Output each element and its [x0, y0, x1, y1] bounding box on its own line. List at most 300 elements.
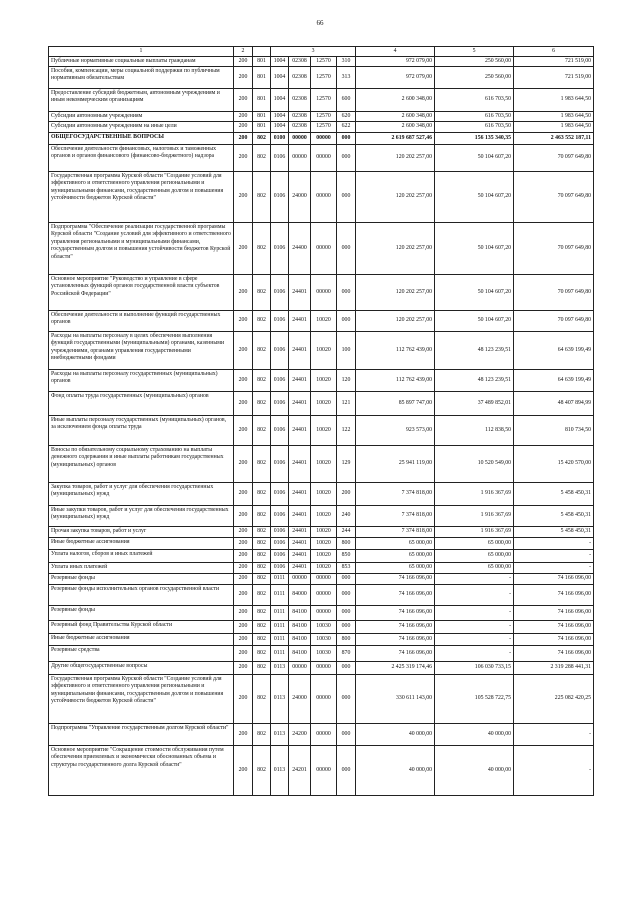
code-cell-3: 0106 — [271, 223, 289, 275]
code-cell-2: 802 — [253, 506, 271, 527]
code-cell-4: 00000 — [289, 662, 311, 675]
row-name-cell: Основное мероприятие "Сокращение стоимости обслуживания путем обеспечения приемлемых и экономически обоснованных объема и структуры государственного долга Курской области" — [49, 746, 234, 796]
code-cell-6: 620 — [337, 112, 356, 122]
code-cell-1: 200 — [234, 646, 253, 662]
code-cell-2: 802 — [253, 563, 271, 574]
code-cell-3: 0106 — [271, 563, 289, 574]
amount-executed-cell: 250 560,00 — [435, 57, 514, 67]
code-cell-1: 200 — [234, 563, 253, 574]
code-cell-3: 0106 — [271, 145, 289, 172]
code-cell-1: 200 — [234, 724, 253, 746]
code-cell-3: 1004 — [271, 57, 289, 67]
code-cell-3: 0111 — [271, 646, 289, 662]
code-cell-1: 200 — [234, 67, 253, 89]
code-cell-6: 313 — [337, 67, 356, 89]
row-name-cell: Подпрограмма "Обеспечение реализации государственной программы Курской области "Создание условий для эффективного и ответственного управления региональными и муниципальными финансами, государственным долгом и повышения устойчивости бюджетов Курской области" — [49, 223, 234, 275]
row-name-cell: Резервные фонды — [49, 574, 234, 585]
code-cell-4: 24401 — [289, 370, 311, 392]
code-cell-6: 000 — [337, 606, 356, 621]
amount-plan-cell: 65 000,00 — [356, 563, 435, 574]
row-name-cell: Закупка товаров, работ и услуг для обеспечения государственных (муниципальных) нужд — [49, 483, 234, 506]
amount-executed-cell: 48 123 239,51 — [435, 332, 514, 370]
code-cell-6: 850 — [337, 550, 356, 563]
table-row — [49, 370, 594, 392]
amount-executed-cell: 50 104 607,20 — [435, 311, 514, 332]
amount-executed-cell: 106 030 733,15 — [435, 662, 514, 675]
code-cell-2: 802 — [253, 145, 271, 172]
amount-plan-cell: 112 762 439,00 — [356, 370, 435, 392]
code-cell-3: 0106 — [271, 446, 289, 483]
row-name-cell: Иные закупки товаров, работ и услуг для обеспечения государственных (муниципальных) нужд — [49, 506, 234, 527]
row-name-cell: Публичные нормативные социальные выплаты гражданам — [49, 57, 234, 67]
amount-plan-cell: 330 611 143,00 — [356, 675, 435, 724]
code-cell-1: 200 — [234, 746, 253, 796]
amount-remaining-cell: 225 082 420,25 — [514, 675, 594, 724]
code-cell-5: 10020 — [311, 332, 337, 370]
header-cell-2: 2 — [234, 47, 253, 57]
code-cell-3: 0106 — [271, 370, 289, 392]
code-cell-3: 0100 — [271, 133, 289, 145]
row-name-cell: Резервные фонды исполнительных органов государственной власти — [49, 585, 234, 606]
code-cell-6: 800 — [337, 634, 356, 646]
code-cell-2: 802 — [253, 483, 271, 506]
amount-plan-cell: 40 000,00 — [356, 724, 435, 746]
code-cell-6: 000 — [337, 275, 356, 311]
code-cell-3: 0106 — [271, 311, 289, 332]
code-cell-4: 02308 — [289, 57, 311, 67]
code-cell-1: 200 — [234, 634, 253, 646]
amount-plan-cell: 74 166 096,00 — [356, 634, 435, 646]
code-cell-4: 24401 — [289, 506, 311, 527]
amount-remaining-cell: 74 166 096,00 — [514, 606, 594, 621]
code-cell-4: 24401 — [289, 563, 311, 574]
code-cell-2: 802 — [253, 606, 271, 621]
code-cell-1: 200 — [234, 332, 253, 370]
row-name-cell: Расходы на выплаты персоналу в целях обеспечения выполнения функций государственными (муниципальными) органами, казенными учреждениями, органами управления государственными внебюджетными фондами — [49, 332, 234, 370]
amount-executed-cell: 10 520 549,00 — [435, 446, 514, 483]
amount-remaining-cell: 64 639 199,49 — [514, 370, 594, 392]
row-name-cell: Предоставление субсидий бюджетным, автономным учреждениям и иным некоммерческим организациям — [49, 89, 234, 112]
code-cell-5: 10020 — [311, 416, 337, 446]
code-cell-5: 10020 — [311, 446, 337, 483]
code-cell-2: 801 — [253, 89, 271, 112]
code-cell-3: 0111 — [271, 634, 289, 646]
code-cell-2: 802 — [253, 416, 271, 446]
table-row — [49, 585, 594, 606]
code-cell-2: 802 — [253, 223, 271, 275]
amount-plan-cell: 2 600 348,00 — [356, 89, 435, 112]
code-cell-5: 12570 — [311, 57, 337, 67]
code-cell-6: 121 — [337, 392, 356, 416]
amount-plan-cell: 120 202 257,00 — [356, 172, 435, 223]
code-cell-4: 24401 — [289, 392, 311, 416]
code-cell-2: 802 — [253, 634, 271, 646]
code-cell-5: 00000 — [311, 724, 337, 746]
amount-plan-cell: 2 619 687 527,46 — [356, 133, 435, 145]
code-cell-5: 12570 — [311, 122, 337, 133]
code-cell-1: 200 — [234, 662, 253, 675]
table-row — [49, 57, 594, 67]
amount-remaining-cell: 70 097 649,80 — [514, 311, 594, 332]
amount-plan-cell: 40 000,00 — [356, 746, 435, 796]
amount-executed-cell: 65 000,00 — [435, 538, 514, 550]
code-cell-3: 1004 — [271, 67, 289, 89]
code-cell-6: 600 — [337, 89, 356, 112]
amount-plan-cell: 65 000,00 — [356, 550, 435, 563]
code-cell-1: 200 — [234, 538, 253, 550]
code-cell-5: 10020 — [311, 311, 337, 332]
amount-remaining-cell: 70 097 649,80 — [514, 275, 594, 311]
table-row — [49, 563, 594, 574]
amount-executed-cell: 616 703,50 — [435, 112, 514, 122]
code-cell-5: 12570 — [311, 89, 337, 112]
code-cell-6: 870 — [337, 646, 356, 662]
code-cell-2: 802 — [253, 392, 271, 416]
code-cell-3: 0106 — [271, 172, 289, 223]
code-cell-1: 200 — [234, 145, 253, 172]
code-cell-3: 0113 — [271, 724, 289, 746]
amount-remaining-cell: 74 166 096,00 — [514, 574, 594, 585]
table-row — [49, 392, 594, 416]
code-cell-1: 200 — [234, 574, 253, 585]
code-cell-5: 10020 — [311, 392, 337, 416]
amount-plan-cell: 65 000,00 — [356, 538, 435, 550]
amount-plan-cell: 120 202 257,00 — [356, 223, 435, 275]
amount-executed-cell: 616 703,50 — [435, 89, 514, 112]
code-cell-1: 200 — [234, 275, 253, 311]
code-cell-6: 000 — [337, 223, 356, 275]
code-cell-5: 10030 — [311, 621, 337, 634]
code-cell-3: 0111 — [271, 585, 289, 606]
code-cell-3: 0113 — [271, 662, 289, 675]
row-name-cell: Прочая закупка товаров, работ и услуг — [49, 527, 234, 538]
row-name-cell: Обеспечение деятельности и выполнение функций государственных органов — [49, 311, 234, 332]
amount-plan-cell: 120 202 257,00 — [356, 145, 435, 172]
table-row — [49, 675, 594, 724]
row-name-cell: Резервный фонд Правительства Курской области — [49, 621, 234, 634]
amount-remaining-cell: 70 097 649,80 — [514, 145, 594, 172]
table-row — [49, 223, 594, 275]
row-name-cell: Другие общегосударственные вопросы — [49, 662, 234, 675]
amount-remaining-cell: 64 639 199,49 — [514, 332, 594, 370]
code-cell-2: 802 — [253, 621, 271, 634]
code-cell-4: 84100 — [289, 606, 311, 621]
code-cell-4: 24200 — [289, 724, 311, 746]
code-cell-6: 244 — [337, 527, 356, 538]
code-cell-3: 0113 — [271, 746, 289, 796]
amount-remaining-cell: - — [514, 538, 594, 550]
code-cell-6: 000 — [337, 621, 356, 634]
code-cell-6: 122 — [337, 416, 356, 446]
code-cell-3: 0111 — [271, 574, 289, 585]
code-cell-1: 200 — [234, 122, 253, 133]
code-cell-1: 200 — [234, 506, 253, 527]
amount-plan-cell: 923 573,00 — [356, 416, 435, 446]
table-row — [49, 646, 594, 662]
code-cell-6: 000 — [337, 585, 356, 606]
amount-plan-cell: 112 762 439,00 — [356, 332, 435, 370]
header-cell-6: 6 — [514, 47, 594, 57]
table-row — [49, 621, 594, 634]
table-row — [49, 574, 594, 585]
code-cell-4: 24401 — [289, 311, 311, 332]
amount-remaining-cell: 74 166 096,00 — [514, 585, 594, 606]
code-cell-6: 120 — [337, 370, 356, 392]
code-cell-2: 802 — [253, 574, 271, 585]
code-cell-4: 02308 — [289, 112, 311, 122]
code-cell-5: 10020 — [311, 563, 337, 574]
amount-executed-cell: 50 104 607,20 — [435, 172, 514, 223]
code-cell-6: 000 — [337, 574, 356, 585]
code-cell-1: 200 — [234, 483, 253, 506]
code-cell-4: 84100 — [289, 621, 311, 634]
code-cell-4: 24401 — [289, 483, 311, 506]
code-cell-5: 12570 — [311, 67, 337, 89]
code-cell-3: 1004 — [271, 89, 289, 112]
code-cell-5: 00000 — [311, 675, 337, 724]
code-cell-1: 200 — [234, 172, 253, 223]
page-number: 66 — [316, 19, 324, 27]
code-cell-2: 802 — [253, 172, 271, 223]
table-row — [49, 416, 594, 446]
row-name-cell: Расходы на выплаты персоналу государственных (муниципальных) органов — [49, 370, 234, 392]
amount-executed-cell: 1 916 367,69 — [435, 527, 514, 538]
code-cell-5: 00000 — [311, 746, 337, 796]
amount-plan-cell: 74 166 096,00 — [356, 621, 435, 634]
code-cell-3: 0106 — [271, 275, 289, 311]
code-cell-5: 10030 — [311, 646, 337, 662]
code-cell-5: 10030 — [311, 634, 337, 646]
code-cell-3: 0106 — [271, 483, 289, 506]
code-cell-6: 200 — [337, 483, 356, 506]
row-name-cell: Уплата налогов, сборов и иных платежей — [49, 550, 234, 563]
row-name-cell: Взносы по обязательному социальному страхованию на выплаты денежного содержания и иные выплаты работникам государственных (муниципальных) органов — [49, 446, 234, 483]
code-cell-2: 802 — [253, 662, 271, 675]
amount-executed-cell: 65 000,00 — [435, 550, 514, 563]
code-cell-5: 10020 — [311, 527, 337, 538]
header-row — [49, 47, 594, 57]
code-cell-3: 0106 — [271, 332, 289, 370]
code-cell-4: 24400 — [289, 223, 311, 275]
amount-executed-cell: - — [435, 606, 514, 621]
code-cell-2: 802 — [253, 646, 271, 662]
row-name-cell: Иные выплаты персоналу государственных (муниципальных) органов, за исключением фонда оплаты труда — [49, 416, 234, 446]
amount-remaining-cell: - — [514, 563, 594, 574]
code-cell-5: 00000 — [311, 133, 337, 145]
header-cell-3: 3 — [271, 47, 356, 57]
amount-executed-cell: - — [435, 621, 514, 634]
table-row — [49, 133, 594, 145]
amount-executed-cell: 48 123 239,51 — [435, 370, 514, 392]
code-cell-1: 200 — [234, 392, 253, 416]
amount-executed-cell: 50 104 607,20 — [435, 223, 514, 275]
amount-plan-cell: 25 941 119,00 — [356, 446, 435, 483]
amount-plan-cell: 972 079,00 — [356, 57, 435, 67]
code-cell-4: 02308 — [289, 122, 311, 133]
code-cell-5: 10020 — [311, 483, 337, 506]
code-cell-6: 129 — [337, 446, 356, 483]
code-cell-1: 200 — [234, 89, 253, 112]
code-cell-5: 00000 — [311, 606, 337, 621]
table-row — [49, 67, 594, 89]
code-cell-6: 853 — [337, 563, 356, 574]
code-cell-2: 802 — [253, 675, 271, 724]
amount-remaining-cell: 70 097 649,80 — [514, 223, 594, 275]
code-cell-2: 802 — [253, 311, 271, 332]
amount-executed-cell: 37 489 852,01 — [435, 392, 514, 416]
row-name-cell: Иные бюджетные ассигнования — [49, 538, 234, 550]
code-cell-1: 200 — [234, 416, 253, 446]
code-cell-4: 02308 — [289, 89, 311, 112]
table-row — [49, 446, 594, 483]
code-cell-5: 00000 — [311, 662, 337, 675]
code-cell-6: 000 — [337, 724, 356, 746]
code-cell-6: 310 — [337, 57, 356, 67]
amount-remaining-cell: - — [514, 746, 594, 796]
amount-plan-cell: 972 079,00 — [356, 67, 435, 89]
amount-remaining-cell: 74 166 096,00 — [514, 634, 594, 646]
code-cell-6: 000 — [337, 746, 356, 796]
code-cell-1: 200 — [234, 112, 253, 122]
table-row — [49, 89, 594, 112]
code-cell-1: 200 — [234, 223, 253, 275]
code-cell-5: 00000 — [311, 223, 337, 275]
code-cell-2: 802 — [253, 133, 271, 145]
code-cell-1: 200 — [234, 621, 253, 634]
table-row — [49, 145, 594, 172]
amount-plan-cell: 85 897 747,00 — [356, 392, 435, 416]
row-name-cell: Субсидии автономным учреждениям на иные цели — [49, 122, 234, 133]
header-cell-4: 4 — [356, 47, 435, 57]
budget-table — [48, 46, 594, 796]
amount-remaining-cell: 2 319 288 441,31 — [514, 662, 594, 675]
table-row — [49, 483, 594, 506]
amount-executed-cell: 1 916 367,69 — [435, 483, 514, 506]
table-row — [49, 311, 594, 332]
amount-plan-cell: 2 600 348,00 — [356, 112, 435, 122]
amount-remaining-cell: 2 463 552 187,11 — [514, 133, 594, 145]
code-cell-6: 100 — [337, 332, 356, 370]
code-cell-4: 24401 — [289, 332, 311, 370]
amount-plan-cell: 120 202 257,00 — [356, 275, 435, 311]
row-name-cell: Обеспечение деятельности финансовых, налоговых и таможенных органов и органов финансового (финансово-бюджетного) надзора — [49, 145, 234, 172]
code-cell-2: 802 — [253, 550, 271, 563]
code-cell-3: 0111 — [271, 621, 289, 634]
row-name-cell: Фонд оплаты труда государственных (муниципальных) органов — [49, 392, 234, 416]
code-cell-2: 802 — [253, 724, 271, 746]
amount-executed-cell: - — [435, 574, 514, 585]
amount-remaining-cell: 74 166 096,00 — [514, 621, 594, 634]
amount-executed-cell: - — [435, 585, 514, 606]
code-cell-3: 0106 — [271, 527, 289, 538]
code-cell-4: 24000 — [289, 675, 311, 724]
amount-executed-cell: 112 838,50 — [435, 416, 514, 446]
row-name-cell: Подпрограмма "Управление государственным долгом Курской области" — [49, 724, 234, 746]
table-row — [49, 538, 594, 550]
row-name-cell: Резервные средства — [49, 646, 234, 662]
code-cell-2: 802 — [253, 446, 271, 483]
code-cell-5: 10020 — [311, 538, 337, 550]
code-cell-4: 02308 — [289, 67, 311, 89]
table-row — [49, 112, 594, 122]
header-cell-5: 5 — [435, 47, 514, 57]
code-cell-5: 00000 — [311, 145, 337, 172]
code-cell-6: 000 — [337, 662, 356, 675]
table-row — [49, 634, 594, 646]
amount-executed-cell: 1 916 367,69 — [435, 506, 514, 527]
amount-plan-cell: 120 202 257,00 — [356, 311, 435, 332]
amount-remaining-cell: 721 519,00 — [514, 57, 594, 67]
code-cell-3: 0106 — [271, 392, 289, 416]
amount-executed-cell: - — [435, 646, 514, 662]
amount-executed-cell: 50 104 607,20 — [435, 145, 514, 172]
code-cell-4: 24401 — [289, 538, 311, 550]
code-cell-3: 0113 — [271, 675, 289, 724]
header-cell-3a — [253, 47, 271, 57]
code-cell-4: 24201 — [289, 746, 311, 796]
code-cell-1: 200 — [234, 133, 253, 145]
amount-remaining-cell: - — [514, 550, 594, 563]
code-cell-1: 200 — [234, 527, 253, 538]
code-cell-2: 802 — [253, 275, 271, 311]
row-name-cell: Государственная программа Курской области "Создание условий для эффективного и ответственного управления региональными и муниципальными финансами, государственным долгом и повышения устойчивости бюджетов Курской области" — [49, 172, 234, 223]
code-cell-2: 802 — [253, 538, 271, 550]
amount-remaining-cell: 74 166 096,00 — [514, 646, 594, 662]
amount-remaining-cell: 15 420 570,00 — [514, 446, 594, 483]
row-name-cell: Основное мероприятие "Руководство и управление в сфере установленных функций органов государственной власти субъектов Российской Федерации" — [49, 275, 234, 311]
amount-plan-cell: 74 166 096,00 — [356, 646, 435, 662]
code-cell-4: 24401 — [289, 275, 311, 311]
code-cell-5: 10020 — [311, 370, 337, 392]
code-cell-4: 24401 — [289, 527, 311, 538]
amount-executed-cell: 65 000,00 — [435, 563, 514, 574]
code-cell-4: 24401 — [289, 550, 311, 563]
amount-executed-cell: 40 000,00 — [435, 746, 514, 796]
table-row — [49, 550, 594, 563]
code-cell-3: 0106 — [271, 538, 289, 550]
code-cell-3: 0106 — [271, 550, 289, 563]
code-cell-2: 802 — [253, 527, 271, 538]
code-cell-6: 000 — [337, 311, 356, 332]
code-cell-4: 84000 — [289, 585, 311, 606]
code-cell-4: 00000 — [289, 133, 311, 145]
table-row — [49, 275, 594, 311]
code-cell-5: 10020 — [311, 550, 337, 563]
amount-remaining-cell: 5 458 450,31 — [514, 483, 594, 506]
amount-plan-cell: 74 166 096,00 — [356, 606, 435, 621]
amount-plan-cell: 2 425 319 174,46 — [356, 662, 435, 675]
code-cell-3: 0106 — [271, 506, 289, 527]
row-name-cell: Уплата иных платежей — [49, 563, 234, 574]
amount-plan-cell: 7 374 818,00 — [356, 483, 435, 506]
code-cell-4: 84100 — [289, 646, 311, 662]
code-cell-2: 802 — [253, 746, 271, 796]
table-row — [49, 332, 594, 370]
code-cell-2: 801 — [253, 122, 271, 133]
code-cell-4: 84100 — [289, 634, 311, 646]
code-cell-4: 00000 — [289, 145, 311, 172]
code-cell-2: 802 — [253, 585, 271, 606]
amount-plan-cell: 7 374 818,00 — [356, 506, 435, 527]
code-cell-3: 0106 — [271, 416, 289, 446]
row-name-cell: Иные бюджетные ассигнования — [49, 634, 234, 646]
table-row — [49, 746, 594, 796]
table-row — [49, 506, 594, 527]
amount-remaining-cell: 1 983 644,50 — [514, 112, 594, 122]
amount-plan-cell: 2 600 348,00 — [356, 122, 435, 133]
code-cell-4: 24401 — [289, 416, 311, 446]
code-cell-4: 00000 — [289, 574, 311, 585]
